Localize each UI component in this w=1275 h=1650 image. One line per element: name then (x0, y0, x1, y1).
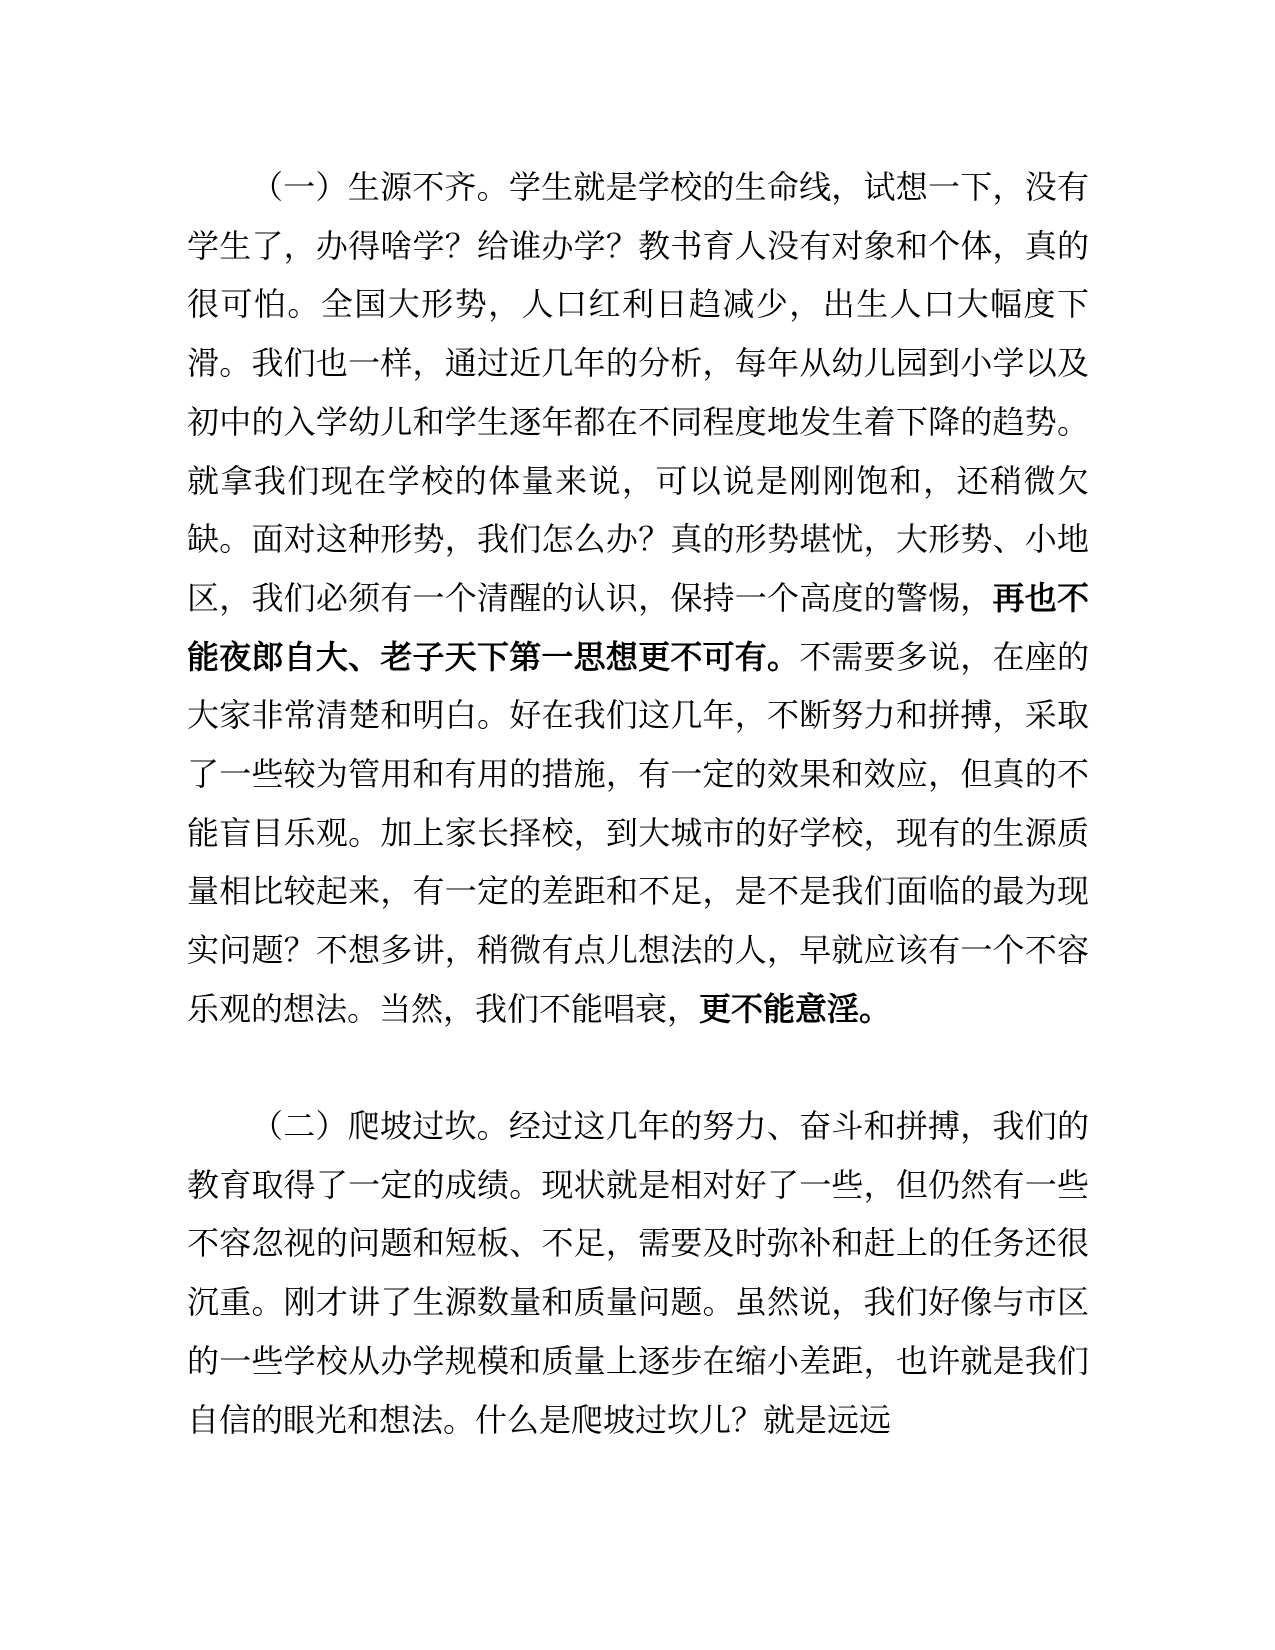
paragraph-1 (187, 158, 1089, 1039)
paragraph-1-emphasis-1: 再也不能夜郎自大、老子天下第一思想更不可有。 (187, 578, 1089, 676)
paragraph-section-2 (187, 1097, 1089, 1449)
paragraph-1-emphasis-2: 更不能意淫。 (699, 989, 892, 1028)
paragraph-section-1 (187, 158, 1089, 1039)
paragraph-1-text: （一）生源不齐。学生就是学校的生命线，试想一下，没有学生了，办得啥学？给谁办学？教书育人没有对象和个体，真的很可怕。全国大形势，人口红利日趋减少，出生人口大幅度下滑。我们也一样，通过近几年的分析，每年从幼儿园到小学以及初中的入学幼儿和学生逐年都在不同程度地发生着下降的趋势。就拿我们现在学校的体量来说，可以说是刚刚饱和，还稍微欠缺。面对这种形势，我们怎么办？真的形势堪忧，大形势、小地区，我们必须有一个清醒的认识，保持一个高度的警惕， (187, 168, 1089, 617)
paragraph-1-text-continued: 不需要多说，在座的大家非常清楚和明白。好在我们这几年，不断努力和拼搏，采取了一些较为管用和有用的措施，有一定的效果和效应，但真的不能盲目乐观。加上家长择校，到大城市的好学校，现有的生源质量相比较起来，有一定的差距和不足，是不是我们面临的最为现实问题？不想多讲，稍微有点儿想法的人，早就应该有一个不容乐观的想法。当然，我们不能唱衰， (187, 637, 1089, 1028)
paragraph-2: （二）爬坡过坎。经过这几年的努力、奋斗和拼搏，我们的教育取得了一定的成绩。现状就是相对好了一些，但仍然有一些不容忽视的问题和短板、不足，需要及时弥补和赶上的任务还很沉重。刚才讲了生源数量和质量问题。虽然说，我们好像与市区的一些学校从办学规模和质量上逐步在缩小差距，也许就是我们自信的眼光和想法。什么是爬坡过坎儿？就是远远 (187, 1107, 1089, 1439)
